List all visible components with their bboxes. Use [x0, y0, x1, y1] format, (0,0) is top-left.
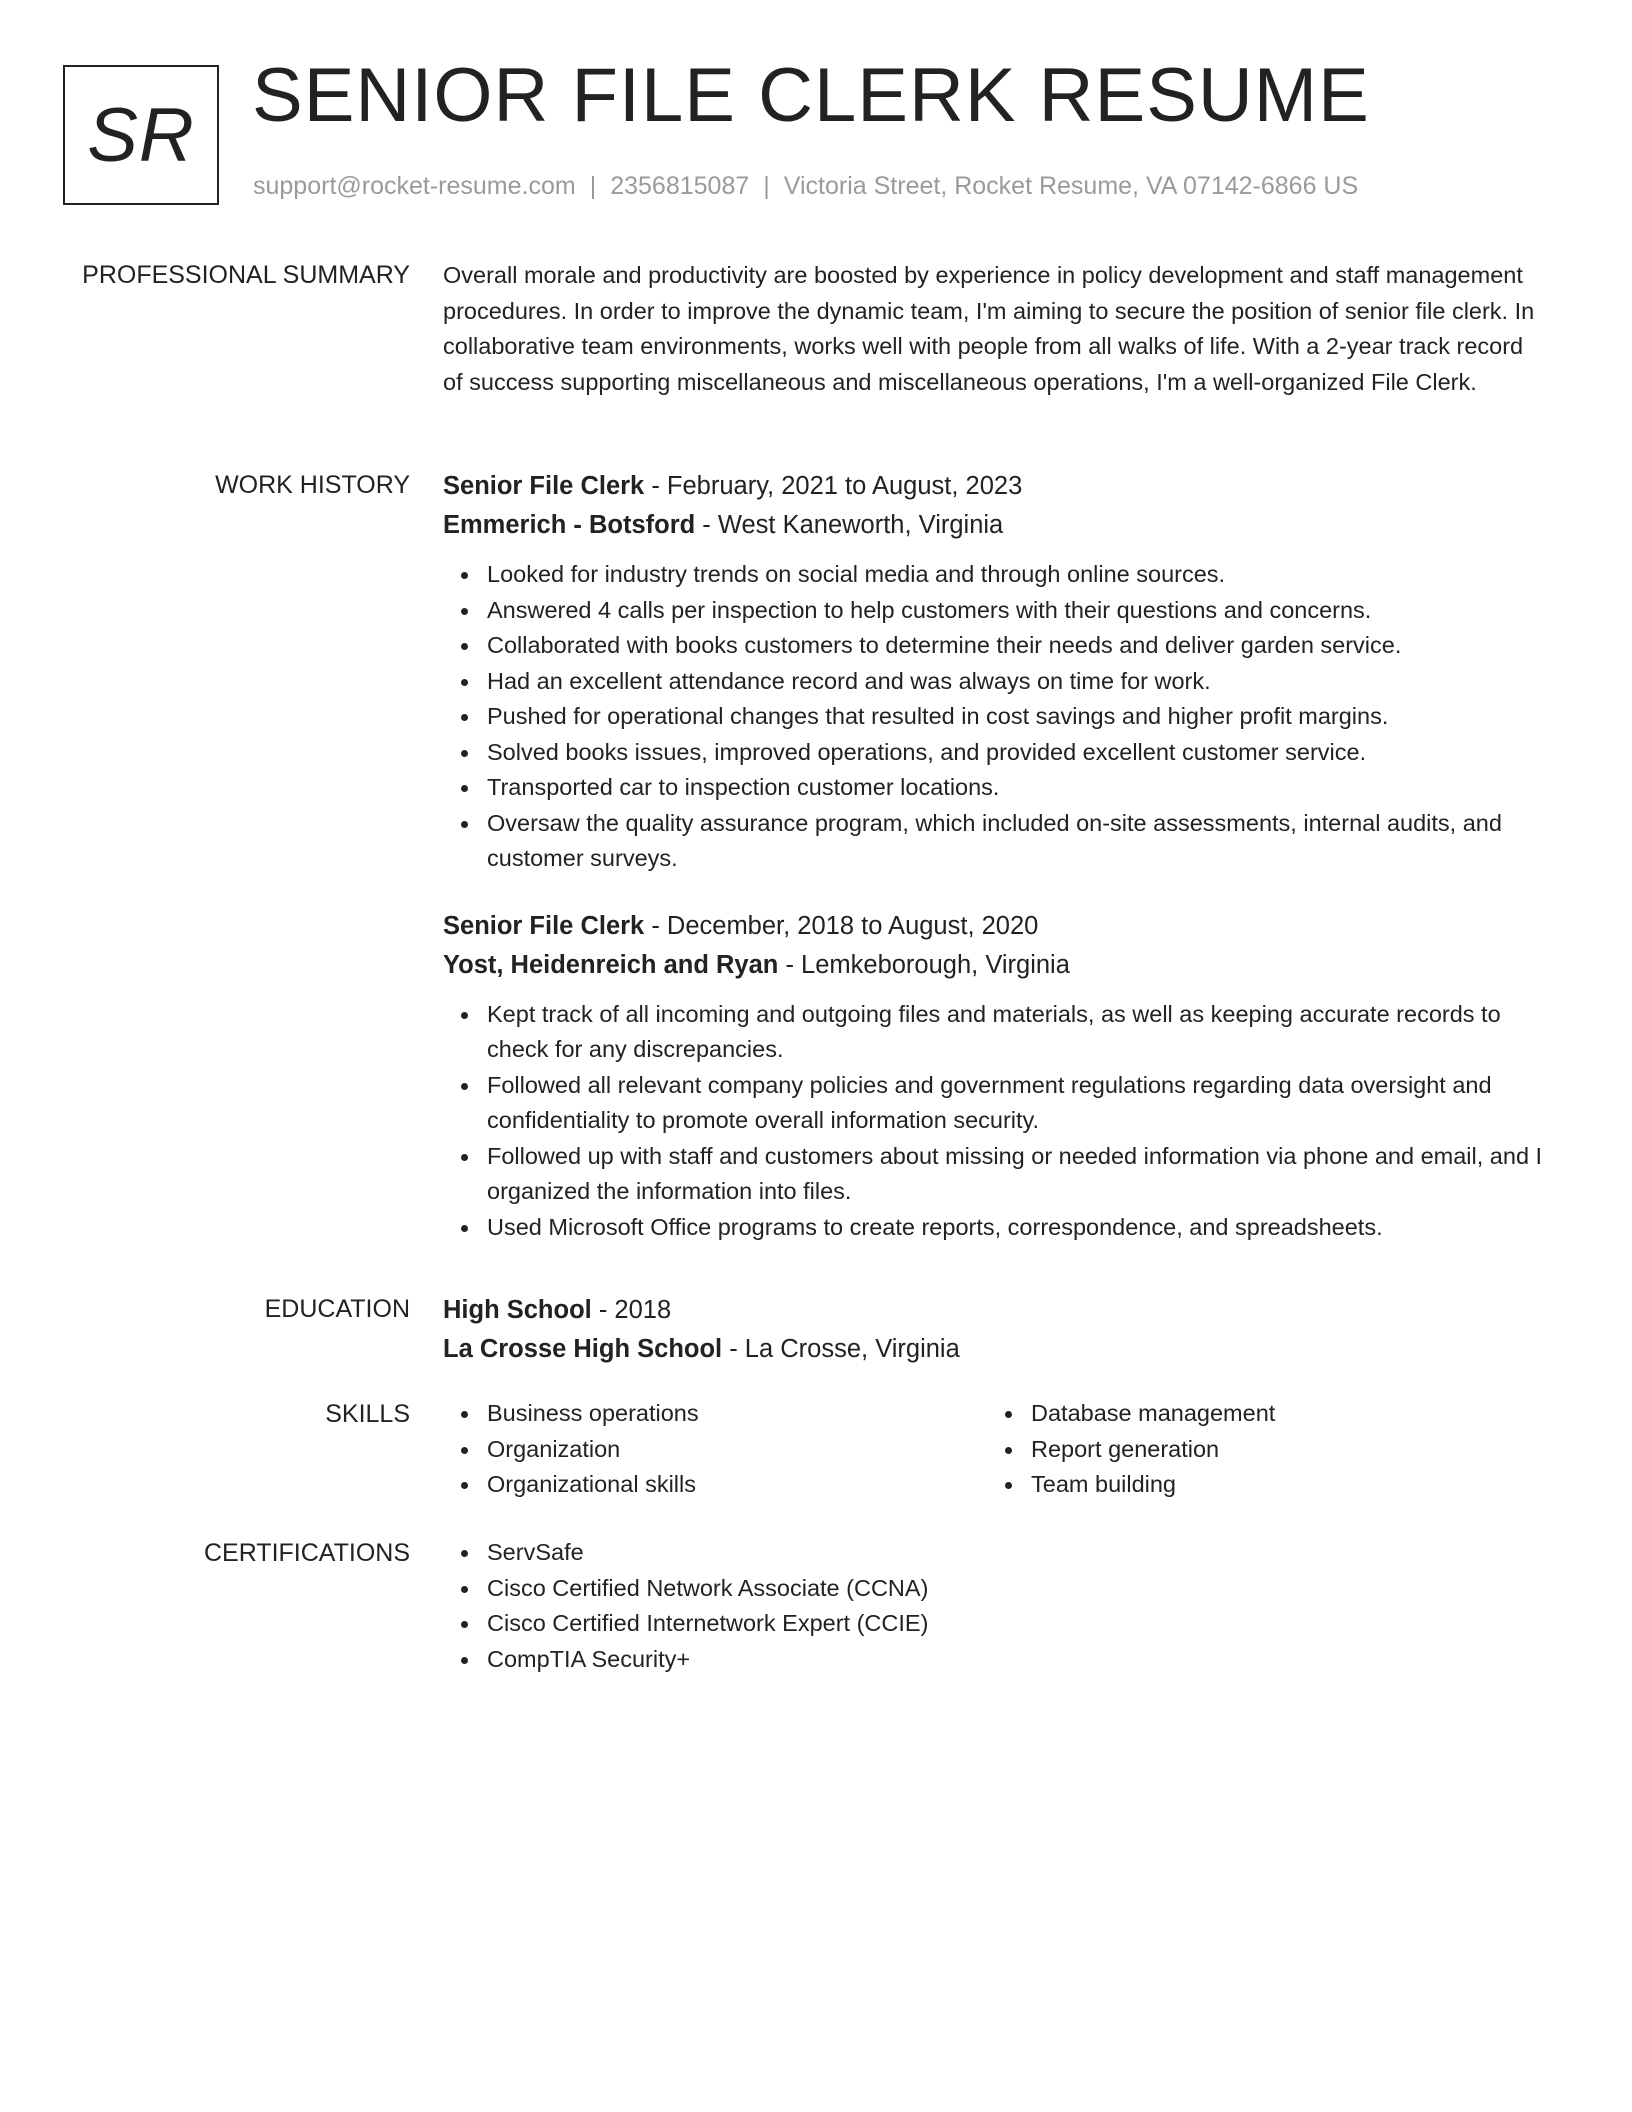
contact-email[interactable]: support@rocket-resume.com	[253, 172, 576, 200]
contact-phone[interactable]: 2356815087	[610, 172, 750, 200]
list-item: Team building	[1031, 1467, 1531, 1503]
list-item: Had an excellent attendance record and was always on time for work.	[487, 664, 1543, 700]
list-item: Organizational skills	[487, 1467, 987, 1503]
certifications-list	[443, 1535, 1543, 1677]
list-item: Followed all relevant company policies and government regulations regarding data oversight and confidentiality to promote overall information security.	[487, 1068, 1543, 1139]
certifications-body	[443, 1535, 1543, 1677]
list-item: Followed up with staff and customers about missing or needed information via phone and email, and I organized the information into files.	[487, 1139, 1543, 1210]
job-title: Senior File Clerk	[443, 472, 645, 500]
section-heading-summary: PROFESSIONAL SUMMARY	[82, 261, 410, 289]
education-degree-line	[443, 1291, 1543, 1330]
skills-list-right	[987, 1396, 1531, 1503]
education-year: - 2018	[591, 1296, 672, 1324]
job-bullets	[443, 557, 1543, 877]
list-item: Kept track of all incoming and outgoing files and materials, as well as keeping accurate records to check for any discrepancies.	[487, 997, 1543, 1068]
job-location: - West Kaneworth, Virginia	[695, 511, 1004, 539]
list-item: Answered 4 calls per inspection to help customers with their questions and concerns.	[487, 593, 1543, 629]
job-title: Senior File Clerk	[443, 911, 645, 940]
contact-separator: |	[589, 172, 597, 200]
summary-text: Overall morale and productivity are boosted by experience in policy development and staff management procedures. In order to improve the dynamic team, I'm aiming to secure the position of senior file clerk. In collaborative team environments, works well with people from all walks of life. With a 2-year track record of success supporting miscellaneous and miscellaneous operations, I'm a well-organized File Clerk.	[443, 262, 1535, 395]
education-location: - La Crosse, Virginia	[722, 1335, 960, 1363]
job-company: Yost, Heidenreich and Ryan	[443, 950, 779, 979]
list-item: Organization	[487, 1432, 987, 1468]
education-degree: High School	[443, 1296, 592, 1324]
job-title-line	[443, 467, 1543, 506]
job-entry	[443, 907, 1543, 1246]
section-heading-skills: SKILLS	[325, 1400, 410, 1428]
section-heading-certifications: CERTIFICATIONS	[203, 1539, 410, 1567]
job-dates: - February, 2021 to August, 2023	[644, 472, 1023, 500]
job-company-line	[443, 946, 1543, 985]
list-item: Collaborated with books customers to determine their needs and deliver garden service.	[487, 628, 1543, 664]
list-item: Pushed for operational changes that resulted in cost savings and higher profit margins.	[487, 699, 1543, 735]
skills-list-left	[443, 1396, 987, 1503]
education-body	[443, 1291, 1543, 1369]
skills-columns	[443, 1396, 1543, 1503]
resume-title: SENIOR FILE CLERK RESUME	[252, 53, 1370, 138]
job-company: Emmerich - Botsford	[443, 511, 696, 539]
contact-address: Victoria Street, Rocket Resume, VA 07142-6866 US	[783, 172, 1359, 200]
contact-separator: |	[763, 172, 770, 200]
skills-body	[443, 1396, 1543, 1503]
list-item: Oversaw the quality assurance program, which included on-site assessments, internal audits, and customer surveys.	[487, 806, 1543, 877]
education-school: La Crosse High School	[443, 1335, 723, 1363]
list-item: Cisco Certified Network Associate (CCNA)	[487, 1571, 1543, 1607]
list-item: CompTIA Security+	[487, 1642, 1543, 1678]
monogram-initials: SR	[87, 92, 195, 178]
contact-line	[253, 174, 1358, 199]
work-history-body	[443, 467, 1543, 1245]
job-entry	[443, 467, 1543, 877]
list-item: Business operations	[487, 1396, 987, 1432]
monogram-box	[63, 65, 219, 205]
section-heading-education: EDUCATION	[264, 1295, 410, 1323]
job-title-line	[443, 907, 1543, 946]
list-item: ServSafe	[487, 1535, 1543, 1571]
list-item: Used Microsoft Office programs to create reports, correspondence, and spreadsheets.	[487, 1210, 1543, 1246]
summary-body	[443, 263, 1543, 400]
job-location: - Lemkeborough, Virginia	[778, 950, 1070, 979]
list-item: Transported car to inspection customer locations.	[487, 770, 1543, 806]
job-company-line	[443, 506, 1543, 545]
list-item: Report generation	[1031, 1432, 1531, 1468]
list-item: Solved books issues, improved operations, and provided excellent customer service.	[487, 735, 1543, 771]
list-item: Database management	[1031, 1396, 1531, 1432]
list-item: Cisco Certified Internetwork Expert (CCIE)	[487, 1606, 1543, 1642]
job-dates: - December, 2018 to August, 2020	[644, 911, 1039, 940]
list-item: Looked for industry trends on social media and through online sources.	[487, 557, 1543, 593]
section-heading-work-history: WORK HISTORY	[215, 471, 410, 499]
education-school-line	[443, 1330, 1543, 1369]
job-bullets	[443, 997, 1543, 1246]
